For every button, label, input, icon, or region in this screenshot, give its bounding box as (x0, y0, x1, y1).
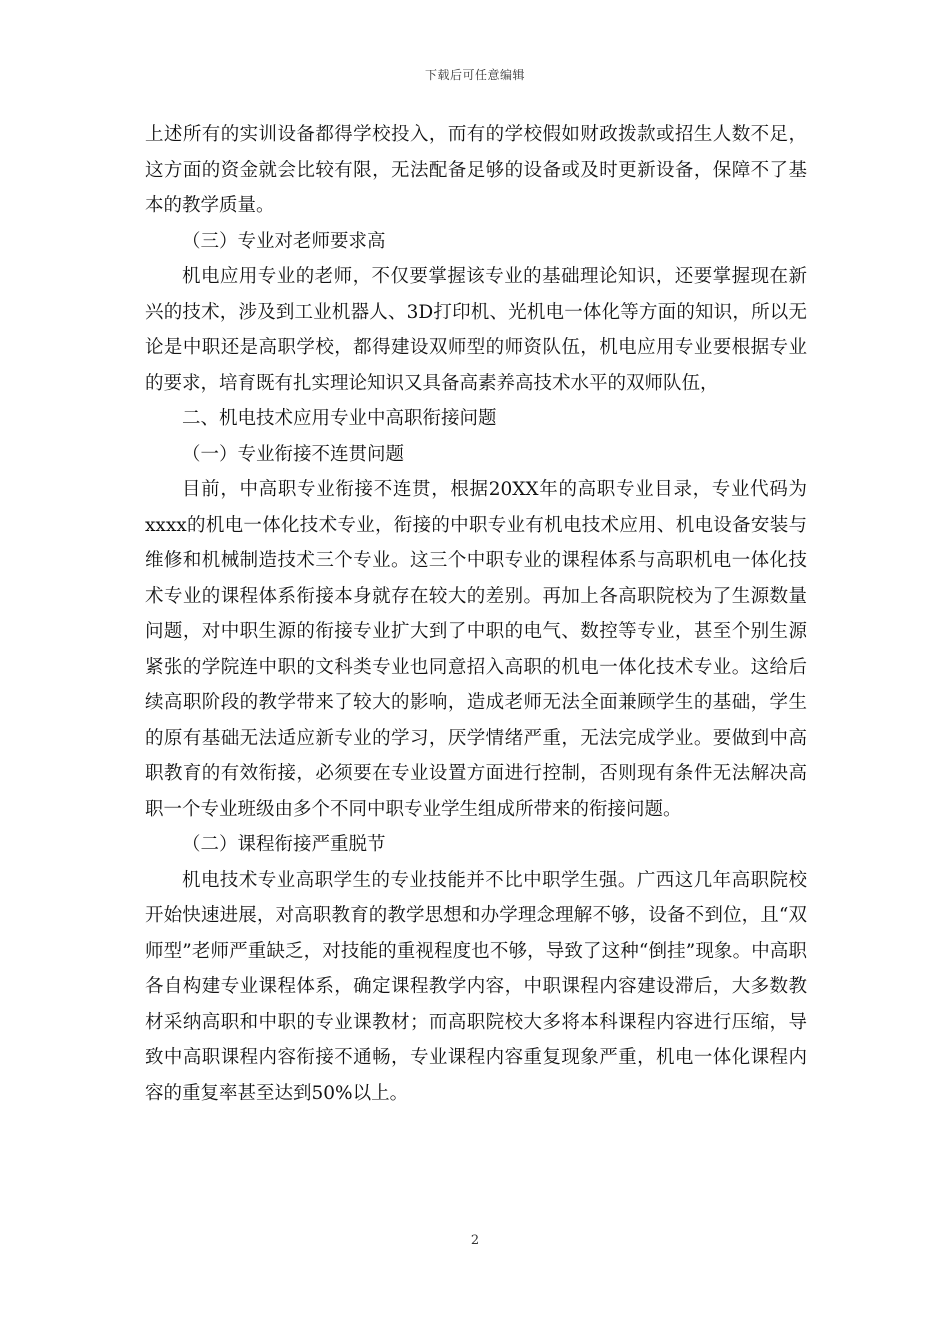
document-body (145, 117, 807, 1111)
page-header: 下载后可任意编辑 (424, 68, 525, 82)
paragraph-major-connection: 目前，中高职专业衔接不连贯，根据20XX年的高职专业目录，专业代码为xxxx的机电一体化技术专业，衔接的中职专业有机电技术应用、机电设备安装与维修和机械制造技术三个专业。这三个中职专业的课程体系与高职机电一体化技术专业的课程体系衔接本身就存在较大的差别。再加上各高职院校为了生源数量问题，对中职生源的衔接专业扩大到了中职的电气、数控等专业，甚至个别生源紧张的学院连中职的文科类专业也同意招入高职的机电一体化技术专业。这给后续高职阶段的教学带来了较大的影响，造成老师无法全面兼顾学生的基础，学生的原有基础无法适应新专业的学习，厌学情绪严重，无法完成学业。要做到中高职教育的有效衔接，必须要在专业设置方面进行控制，否则现有条件无法解决高职一个专业班级由多个不同中职专业学生组成所带来的衔接问题。 (145, 479, 807, 820)
paragraph-teacher-requirements: 机电应用专业的老师，不仅要掌握该专业的基础理论知识，还要掌握现在新兴的技术，涉及到工业机器人、3D打印机、光机电一体化等方面的知识，所以无论是中职还是高职学校，都得建设双师型的师资队伍，机电应用专业要根据专业的要求，培育既有扎实理论知识又具备高素养高技术水平的双师队伍， (145, 266, 807, 394)
subsection-heading-1: （一）专业衔接不连贯问题 (182, 443, 405, 465)
paragraph-course-connection: 机电技术专业高职学生的专业技能并不比中职学生强。广西这几年高职院校开始快速进展，对高职教育的教学思想和办学理念理解不够，设备不到位，且“双师型”老师严重缺乏，对技能的重视程度也不够，导致了这种“倒挂”现象。中高职各自构建专业课程体系，确定课程教学内容，中职课程内容建设滞后，大多数教材采纳高职和中职的专业课教材；而高职院校大多将本科课程内容进行压缩，导致中高职课程内容衔接不通畅，专业课程内容重复现象严重，机电一体化课程内容的重复率甚至达到50%以上。 (145, 869, 807, 1104)
subsection-heading-2: （二）课程衔接严重脱节 (182, 834, 386, 855)
page-number: 2 (470, 1233, 480, 1248)
section-heading-2: 二、机电技术应用专业中高职衔接问题 (182, 408, 497, 429)
paragraph-continuation: 上述所有的实训设备都得学校投入，而有的学校假如财政拨款或招生人数不足，这方面的资金就会比较有限，无法配备足够的设备或及时更新设备，保障不了基本的教学质量。 (145, 124, 807, 216)
section-heading-3: （三）专业对老师要求高 (182, 230, 386, 252)
